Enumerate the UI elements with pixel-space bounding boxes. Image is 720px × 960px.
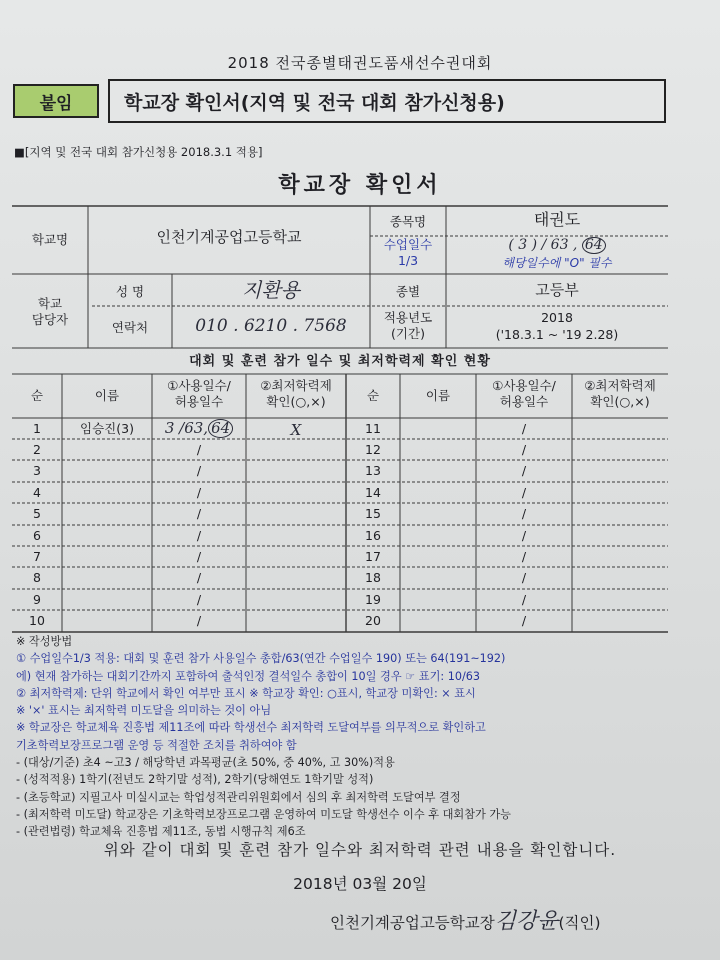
row-number: 12 — [365, 442, 381, 457]
row-days: / — [196, 485, 202, 500]
contact-label: 연락처 — [111, 320, 149, 335]
attendance-note: 해당일수에 "O" 필수 — [502, 256, 612, 270]
attachment-badge: 붙임 — [13, 84, 99, 118]
row-number: 16 — [365, 528, 381, 543]
row-number: 15 — [365, 506, 381, 521]
row-number: 8 — [33, 570, 41, 585]
form-title: 학교장 확인서(지역 및 전국 대회 참가신청용) — [108, 79, 666, 123]
row-number: 20 — [365, 613, 381, 628]
row-days: / — [521, 592, 527, 607]
row-number: 3 — [33, 463, 41, 478]
row-days: / — [521, 442, 527, 457]
period-label: 적용년도 (기간) — [383, 310, 433, 341]
row-number: 14 — [365, 485, 381, 500]
name-label: 성 명 — [115, 284, 145, 299]
row-days: / — [196, 592, 202, 607]
instruction-line: 에) 현재 참가하는 대회기간까지 포함하여 출석인정 결석일수 총합이 10일 경우 ☞ 표기: 10/63 — [16, 669, 480, 683]
category-label: 종별 — [395, 284, 421, 299]
school-name-label: 학교명 — [31, 232, 69, 247]
instruction-line: - (관련법령) 학교체육 진흥법 제11조, 동법 시행규칙 제6조 — [16, 825, 306, 839]
attendance-label: 수업일수 1/3 — [383, 237, 433, 268]
header-days-left: ①사용일수/ 허용일수 — [167, 378, 231, 409]
row-number: 10 — [29, 613, 45, 628]
row-number: 7 — [33, 549, 41, 564]
row-days: / — [521, 506, 527, 521]
instruction-line: ※ 작성방법 — [16, 635, 73, 648]
header-no-right: 순 — [366, 388, 380, 403]
row-number: 18 — [365, 570, 381, 585]
row-days: / — [521, 549, 527, 564]
row-name: 임승진(3) — [80, 421, 134, 436]
instruction-line: ※ '×' 표시는 최저학력 미도달을 의미하는 것이 아님 — [16, 704, 272, 718]
row-check: X — [290, 421, 302, 439]
header-check-left: ②최저학력제 확인(○,×) — [260, 378, 332, 409]
manager-label: 학교 담당자 — [31, 296, 69, 327]
header-days-right: ①사용일수/ 허용일수 — [492, 378, 556, 409]
confirmation-date: 2018년 03월 20일 — [293, 875, 427, 893]
signer-prefix: 인천기계공업고등학교장 — [330, 914, 495, 932]
row-days: / — [196, 570, 202, 585]
instruction-line: - (성적적용) 1학기(전년도 2학기말 성적), 2학기(당해연도 1학기말 성적) — [16, 773, 374, 787]
header-check-right: ②최저학력제 확인(○,×) — [584, 378, 656, 409]
signature: 김강윤 — [494, 909, 559, 934]
confirmation-text: 위와 같이 대회 및 훈련 참가 일수와 최저학력 관련 내용을 확인합니다. — [103, 841, 617, 859]
instruction-line: ① 수업일수1/3 적용: 대회 및 훈련 참가 사용일수 총합/63(연간 수업일수 190) 또는 64(191~192) — [16, 652, 506, 666]
period-year: 2018 — [541, 310, 573, 325]
row-days: / — [196, 463, 202, 478]
attendance-value-circled: 64 — [582, 237, 606, 254]
school-name: 인천기계공업고등학교 — [156, 228, 302, 246]
application-note: ■[지역 및 전국 대회 참가신청용 2018.3.1 적용] — [14, 145, 263, 159]
header-no-left: 순 — [30, 388, 44, 403]
header-name-left: 이름 — [94, 388, 120, 403]
row-days-used: 3 /63, — [164, 419, 209, 437]
instruction-line: 기초학력보장프로그램 운영 등 적절한 조치를 취하여야 함 — [16, 738, 297, 752]
row-number: 9 — [33, 592, 41, 607]
instruction-line: ② 최저학력제: 단위 학교에서 확인 여부만 표시 ※ 학교장 확인: ○표시, 학교장 미확인: × 표시 — [16, 686, 476, 700]
attendance-value-a: ( 3 ) / 63 , — [508, 237, 578, 253]
instruction-line: - (대상/기준) 초4 ~고3 / 해당학년 과목평균(초 50%, 중 40%, 고 30%)적용 — [16, 756, 395, 770]
header-name-right: 이름 — [425, 388, 451, 403]
row-days-allowed-circled: 64 — [208, 419, 233, 438]
row-days: / — [196, 549, 202, 564]
row-number: 17 — [365, 549, 381, 564]
row-number: 2 — [33, 442, 41, 457]
row-days — [152, 419, 246, 438]
row-days: / — [521, 528, 527, 543]
instruction-line: - (초등학교) 지필고사 미실시교는 학업성적관리위원회에서 심의 후 최저학력 도달여부 결정 — [16, 790, 461, 804]
row-number: 19 — [365, 592, 381, 607]
instruction-line: - (최저학력 미도달) 학교장은 기초학력보장프로그램 운영하여 미도달 학생선수 이수 후 대회참가 가능 — [16, 807, 511, 821]
signer — [330, 904, 601, 935]
writing-instructions — [16, 633, 706, 841]
row-days: / — [196, 613, 202, 628]
sport-label: 종목명 — [389, 214, 427, 229]
contact: 010 . 6210 . 7568 — [195, 316, 347, 336]
row-days: / — [521, 485, 527, 500]
manager-name: 지환용 — [242, 278, 300, 302]
row-number: 6 — [33, 528, 41, 543]
signer-suffix: (직인) — [558, 914, 601, 932]
row-days: / — [521, 613, 527, 628]
row-number: 11 — [365, 421, 381, 436]
row-days: / — [521, 463, 527, 478]
row-days: / — [196, 506, 202, 521]
row-days: / — [521, 421, 527, 436]
sport: 태권도 — [533, 210, 581, 229]
row-days: / — [196, 528, 202, 543]
table-title: 대회 및 훈련 참가 일수 및 최저학력제 확인 현황 — [189, 354, 491, 369]
row-number: 4 — [33, 485, 41, 500]
row-number: 13 — [365, 463, 381, 478]
category: 고등부 — [535, 281, 579, 299]
attendance-value — [446, 237, 668, 255]
instruction-line: ※ 학교장은 학교체육 진흥법 제11조에 따라 학생선수 최저학력 도달여부를 의무적으로 확인하고 — [16, 721, 486, 735]
period-range: ('18.3.1 ~ '19 2.28) — [495, 327, 619, 342]
event-title: 2018 전국종별태권도품새선수권대회 — [227, 54, 493, 72]
document-title: 학교장 확인서 — [278, 173, 442, 198]
row-days: / — [521, 570, 527, 585]
row-days: / — [196, 442, 202, 457]
row-number: 1 — [33, 421, 41, 436]
row-number: 5 — [33, 506, 41, 521]
